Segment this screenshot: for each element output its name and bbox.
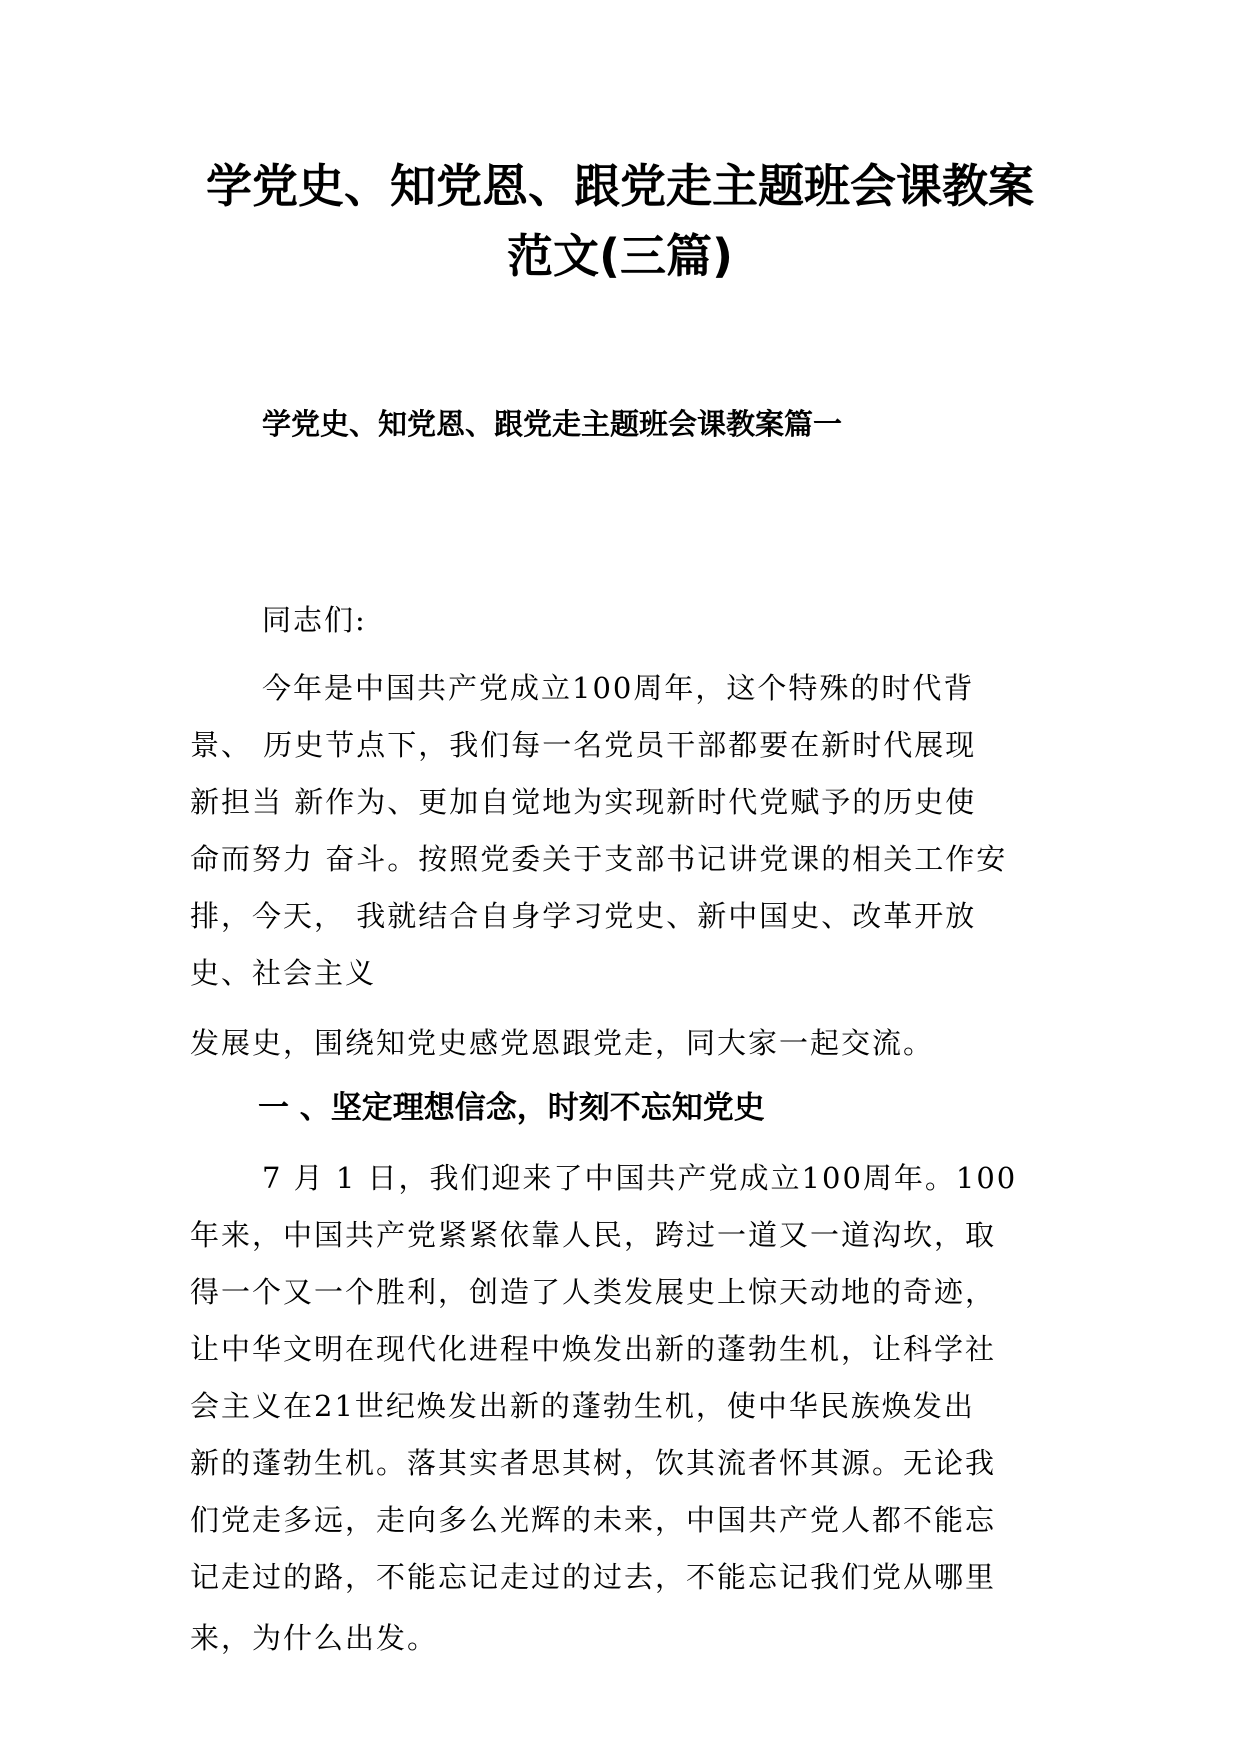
paragraph-2-line: 会主义在21世纪焕发出新的蓬勃生机，使中华民族焕发出 [190, 1389, 975, 1423]
paragraph-1-line: 发展史，围绕知党史感党恩跟党走，同大家一起交流。 [190, 1026, 935, 1060]
section-heading-1: 一 、坚定理想信念，时刻不忘知党史 [258, 1090, 765, 1126]
paragraph-1-line: 今年是中国共产党成立100周年，这个特殊的时代背 [262, 671, 975, 705]
paragraph-1-line: 景、 历史节点下，我们每一名党员干部都要在新时代展现 [190, 728, 977, 762]
paragraph-2-line: 得一个又一个胜利，创造了人类发展史上惊天动地的奇迹， [190, 1275, 997, 1309]
paragraph-2-line: 记走过的路，不能忘记走过的过去，不能忘记我们党从哪里 [190, 1560, 997, 1594]
document-title-line-2: 范文(三篇) [506, 229, 734, 283]
paragraph-1-line: 命而努力 奋斗。按照党委关于支部书记讲党课的相关工作安 [190, 842, 1008, 876]
paragraph-2-line: 让中华文明在现代化进程中焕发出新的蓬勃生机，让科学社 [190, 1332, 997, 1366]
salutation: 同志们: [262, 603, 367, 637]
document-title-line-1: 学党史、知党恩、跟党走主题班会课教案 [206, 159, 1034, 213]
paragraph-1-line: 新担当 新作为、更加自觉地为实现新时代党赋予的历史使 [190, 785, 977, 819]
paragraph-2-line: 们党走多远，走向多么光辉的未来，中国共产党人都不能忘 [190, 1503, 997, 1537]
section-title: 学党史、知党恩、跟党走主题班会课教案篇一 [262, 407, 843, 441]
paragraph-2-line: 年来，中国共产党紧紧依靠人民，跨过一道又一道沟坎，取 [190, 1218, 997, 1252]
paragraph-1-line: 排，今天， 我就结合自身学习党史、新中国史、改革开放 [190, 899, 977, 933]
paragraph-2-line: 7 月 1 日，我们迎来了中国共产党成立100周年。100 [262, 1161, 1018, 1195]
paragraph-1-line: 史、社会主义 [190, 956, 377, 990]
paragraph-2-line: 新的蓬勃生机。落其实者思其树，饮其流者怀其源。无论我 [190, 1446, 997, 1480]
paragraph-2-line: 来，为什么出发。 [190, 1621, 439, 1655]
